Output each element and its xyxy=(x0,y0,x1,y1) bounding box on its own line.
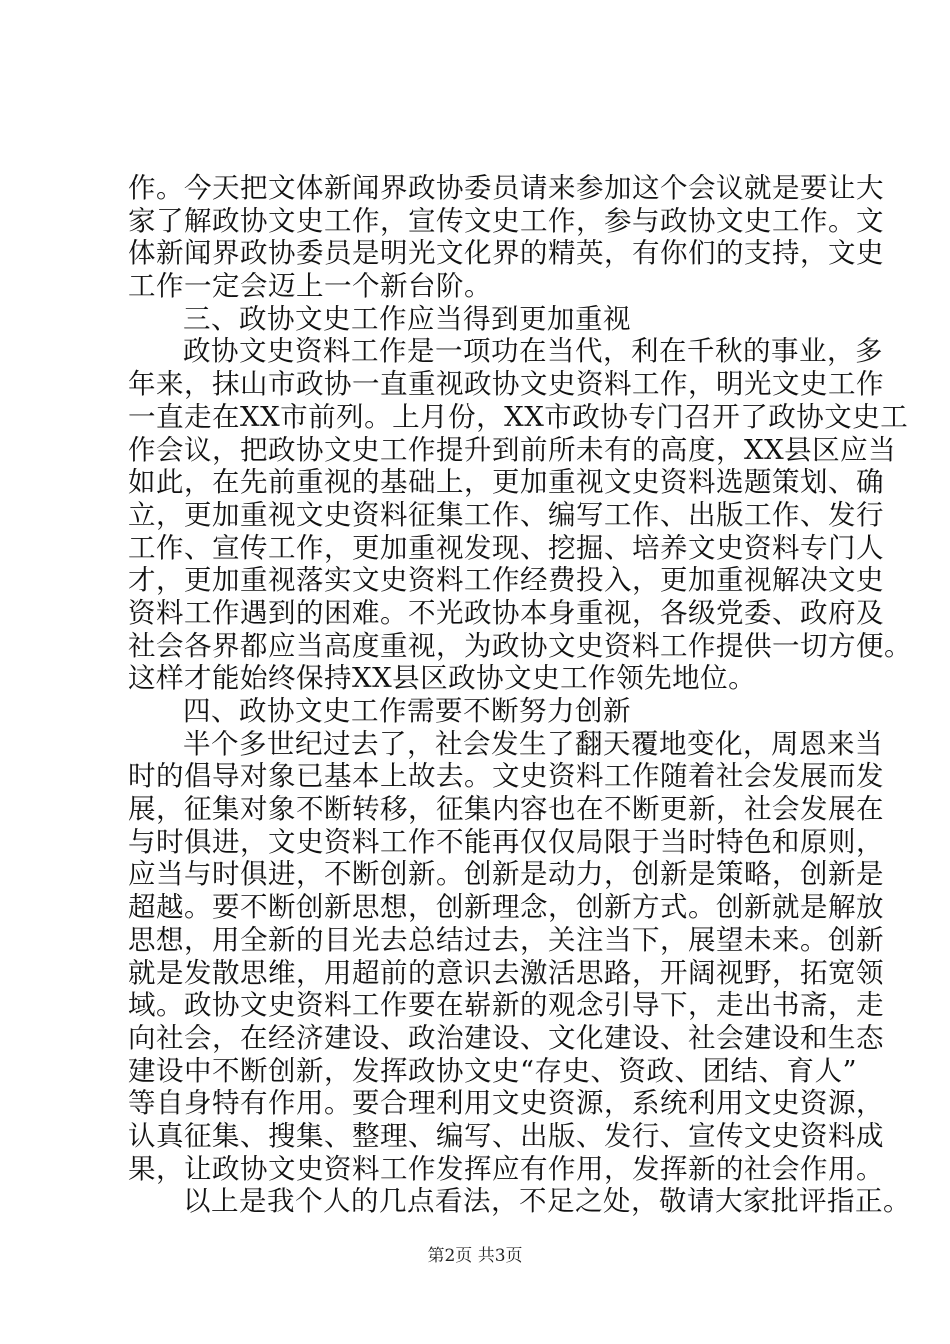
text-line: 体新闻界政协委员是明光文化界的精英，有你们的支持，文史 xyxy=(128,237,884,270)
text-line: 政协文史资料工作是一项功在当代，利在千秋的事业，多 xyxy=(183,335,883,368)
text-line: 资料工作遇到的困难。不光政协本身重视，各级党委、政府及 xyxy=(128,596,884,629)
text-line: 作会议，把政协文史工作提升到前所未有的高度，XX县区应当 xyxy=(128,433,897,466)
text-line: 就是发散思维，用超前的意识去激活思路，开阔视野，拓宽领 xyxy=(128,956,884,989)
text-line: 社会各界都应当高度重视，为政协文史资料工作提供一切方便。 xyxy=(128,629,912,662)
text-line: 建设中不断创新，发挥政协文史“存史、资政、团结、育人” xyxy=(128,1054,858,1087)
text-line: 超越。要不断创新思想，创新理念，创新方式。创新就是解放 xyxy=(128,891,884,924)
text-line: 一直走在XX市前列。上月份，XX市政协专门召开了政协文史工 xyxy=(128,400,909,433)
page-number-label: 第2页 共3页 xyxy=(427,1246,523,1266)
text-line: 立，更加重视文史资料征集工作、编写工作、出版工作、发行 xyxy=(128,498,884,531)
text-line: 年来，抹山市政协一直重视政协文史资料工作，明光文史工作 xyxy=(128,368,884,401)
text-line: 果，让政协文史资料工作发挥应有作用，发挥新的社会作用。 xyxy=(128,1152,884,1185)
document-body xyxy=(128,172,912,1218)
text-line: 向社会，在经济建设、政治建设、文化建设、社会建设和生态 xyxy=(128,1021,884,1054)
text-line: 展，征集对象不断转移，征集内容也在不断更新，社会发展在 xyxy=(128,793,884,826)
text-line: 应当与时俱进，不断创新。创新是动力，创新是策略，创新是 xyxy=(128,858,884,891)
text-line: 域。政协文史资料工作要在崭新的观念引导下，走出书斋，走 xyxy=(128,989,884,1022)
text-line: 才，更加重视落实文史资料工作经费投入，更加重视解决文史 xyxy=(128,564,884,597)
text-line: 等自身特有作用。要合理利用文史资源，系统利用文史资源， xyxy=(128,1087,884,1120)
text-line: 三、政协文史工作应当得到更加重视 xyxy=(183,302,631,335)
text-line: 与时俱进，文史资料工作不能再仅仅局限于当时特色和原则， xyxy=(128,825,884,858)
text-line: 半个多世纪过去了，社会发生了翻天覆地变化，周恩来当 xyxy=(183,727,883,760)
text-line: 思想，用全新的目光去总结过去，关注当下，展望未来。创新 xyxy=(128,923,884,956)
text-line: 工作一定会迈上一个新台阶。 xyxy=(128,270,492,303)
text-line: 以上是我个人的几点看法，不足之处，敬请大家批评指正。 xyxy=(183,1185,911,1218)
text-line: 这样才能始终保持XX县区政协文史工作领先地位。 xyxy=(128,662,757,695)
text-line: 认真征集、搜集、整理、编写、出版、发行、宣传文史资料成 xyxy=(128,1119,884,1152)
text-line: 作。今天把文体新闻界政协委员请来参加这个会议就是要让大 xyxy=(128,172,884,204)
text-line: 工作、宣传工作，更加重视发现、挖掘、培养文史资料专门人 xyxy=(128,531,884,564)
page-footer xyxy=(0,1245,950,1267)
text-line: 家了解政协文史工作，宣传文史工作，参与政协文史工作。文 xyxy=(128,204,884,237)
text-line: 四、政协文史工作需要不断努力创新 xyxy=(183,695,631,727)
text-line: 时的倡导对象已基本上故去。文史资料工作随着社会发展而发 xyxy=(128,760,884,793)
text-line: 如此，在先前重视的基础上，更加重视文史资料选题策划、确 xyxy=(128,466,884,499)
